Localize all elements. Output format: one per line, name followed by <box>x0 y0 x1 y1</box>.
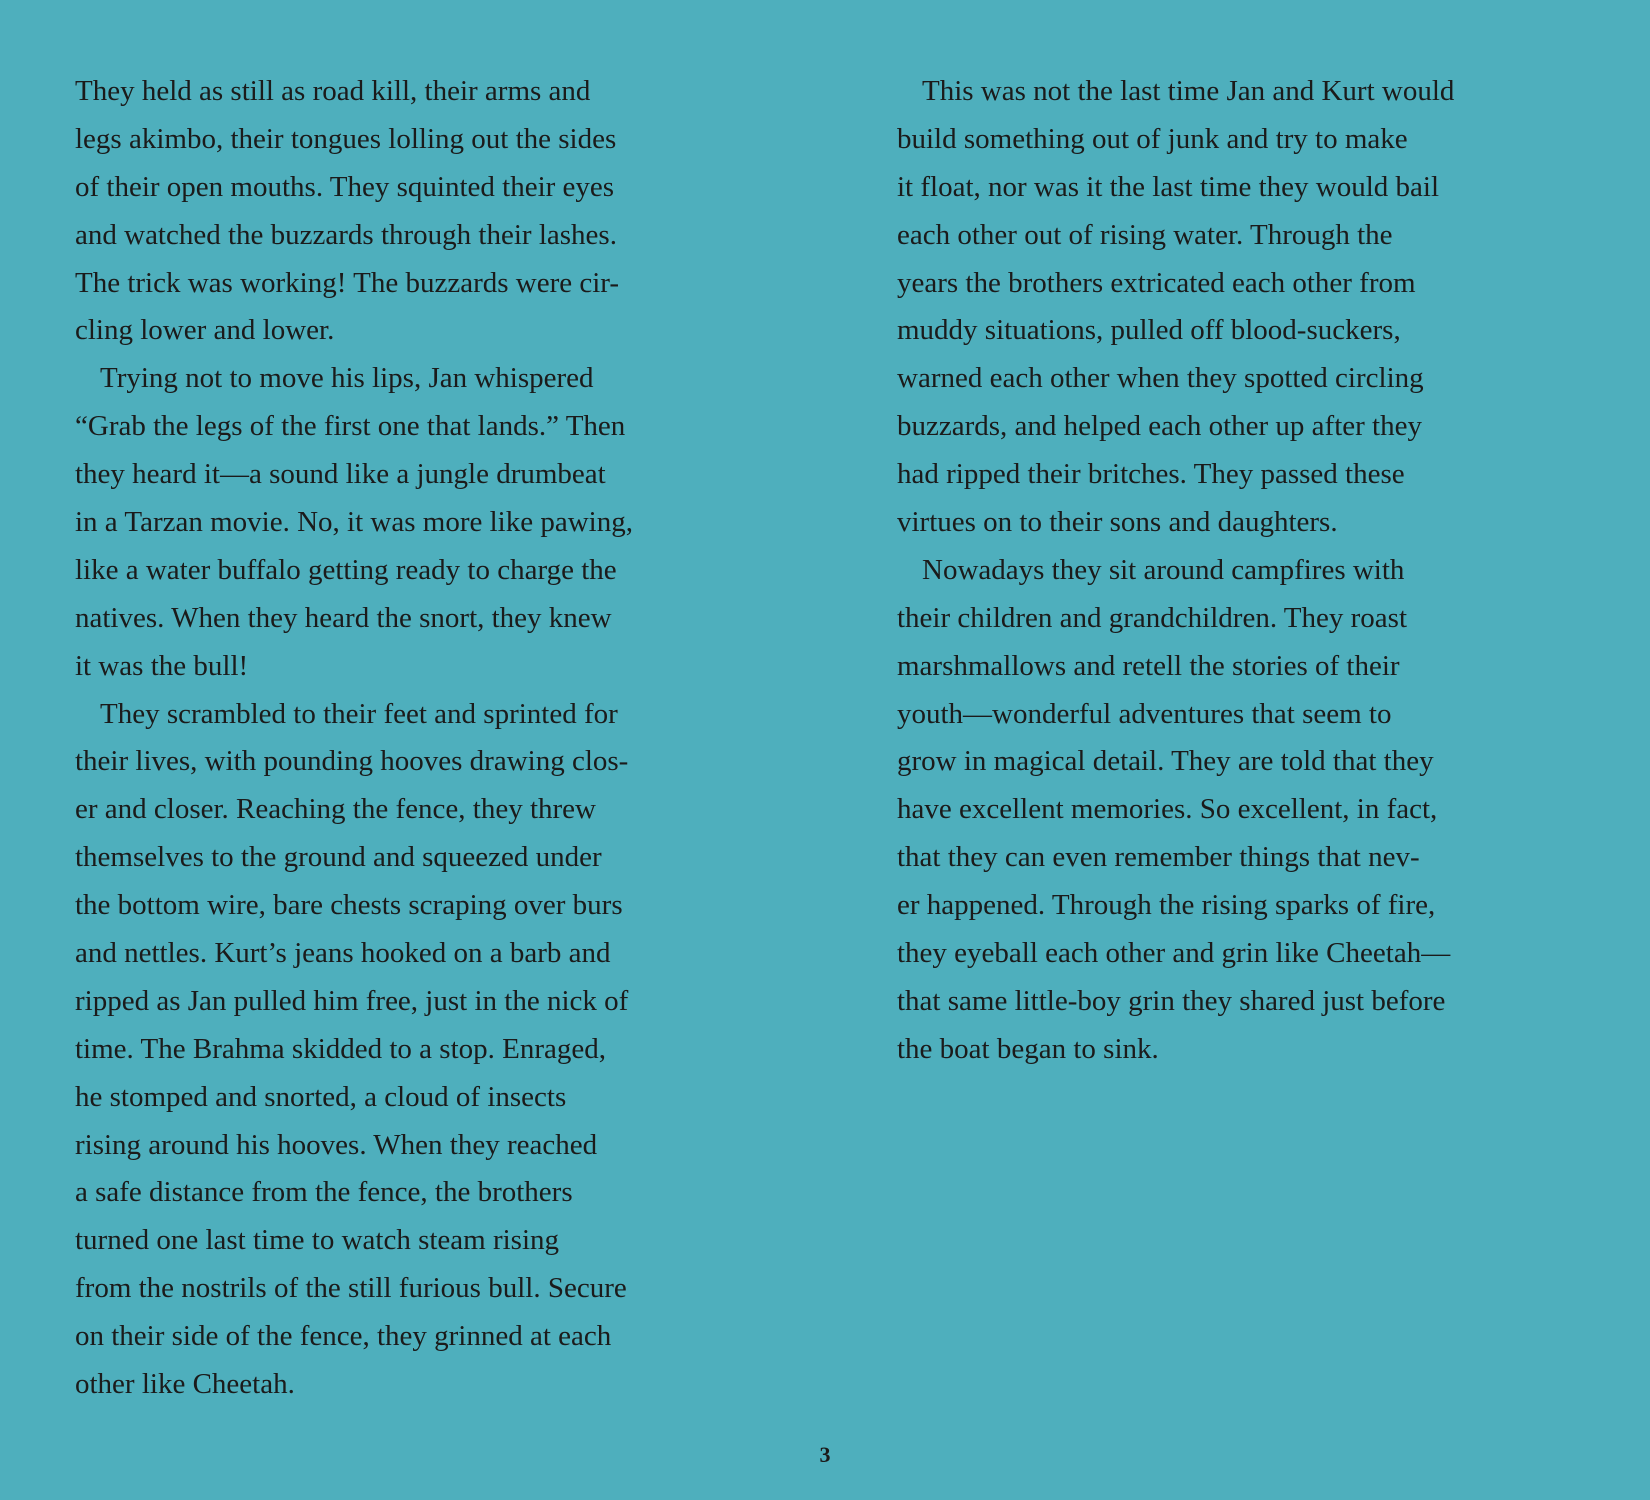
paragraph <box>75 355 755 690</box>
paragraph <box>897 68 1587 547</box>
text-line: legs akimbo, their tongues lolling out the sides <box>75 122 617 155</box>
text-line: grow in magical detail. They are told that they <box>897 745 1434 778</box>
text-line: he stomped and snorted, a cloud of insects <box>75 1080 567 1113</box>
text-line: rising around his hooves. When they reached <box>75 1128 598 1161</box>
text-line: they eyeball each other and grin like Cheetah— <box>897 937 1451 970</box>
text-line: their children and grandchildren. They roast <box>897 601 1408 634</box>
text-line: Nowadays they sit around campfires with <box>922 553 1405 586</box>
paragraph <box>75 68 755 355</box>
text-line: have excellent memories. So excellent, in fact, <box>897 793 1438 826</box>
text-line: virtues on to their sons and daughters. <box>897 506 1338 539</box>
text-line: that same little-boy grin they shared just before <box>897 984 1446 1017</box>
text-line: They held as still as road kill, their arms and <box>75 75 591 107</box>
text-line: muddy situations, pulled off blood-suckers, <box>897 314 1401 347</box>
text-line: turned one last time to watch steam rising <box>75 1224 560 1257</box>
text-line: They scrambled to their feet and sprinted for <box>100 697 618 730</box>
text-line: each other out of rising water. Through the <box>897 218 1393 251</box>
text-line: it was the bull! <box>75 649 249 682</box>
text-line: themselves to the ground and squeezed under <box>75 841 602 874</box>
paragraph <box>75 691 755 1409</box>
text-line: and nettles. Kurt’s jeans hooked on a barb and <box>75 937 611 970</box>
text-line: Trying not to move his lips, Jan whispered <box>100 362 594 395</box>
text-line: in a Tarzan movie. No, it was more like pawing, <box>75 506 633 539</box>
text-line: it float, nor was it the last time they would bail <box>897 170 1440 203</box>
text-line: that they can even remember things that nev- <box>897 841 1420 874</box>
text-line: they heard it—a sound like a jungle drumbeat <box>75 458 606 491</box>
text-line: This was not the last time Jan and Kurt would <box>922 75 1455 107</box>
text-line: the bottom wire, bare chests scraping over burs <box>75 889 623 922</box>
text-line: of their open mouths. They squinted their eyes <box>75 170 615 203</box>
text-line: build something out of junk and try to make <box>897 122 1408 155</box>
text-line: cling lower and lower. <box>75 314 335 347</box>
paragraph <box>897 547 1587 1074</box>
text-line: the boat began to sink. <box>897 1032 1159 1065</box>
text-line: warned each other when they spotted circling <box>897 362 1424 395</box>
text-line: time. The Brahma skidded to a stop. Enraged, <box>75 1032 607 1065</box>
text-line: had ripped their britches. They passed these <box>897 458 1405 491</box>
text-line: natives. When they heard the snort, they knew <box>75 601 612 634</box>
text-line: on their side of the fence, they grinned at each <box>75 1320 612 1353</box>
right-text-column <box>897 68 1587 1074</box>
text-line: from the nostrils of the still furious bull. Secure <box>75 1272 627 1305</box>
text-line: their lives, with pounding hooves drawing clos- <box>75 745 629 778</box>
text-line: other like Cheetah. <box>75 1368 295 1401</box>
text-line: The trick was working! The buzzards were cir- <box>75 266 620 299</box>
text-line: er and closer. Reaching the fence, they threw <box>75 793 596 826</box>
text-line: “Grab the legs of the first one that lands.” Then <box>75 410 626 443</box>
text-line: buzzards, and helped each other up after they <box>897 410 1422 443</box>
text-line: years the brothers extricated each other from <box>897 266 1416 299</box>
text-line: ripped as Jan pulled him free, just in the nick of <box>75 984 629 1017</box>
left-text-column <box>75 68 755 1409</box>
text-line: like a water buffalo getting ready to charge the <box>75 553 617 586</box>
text-line: a safe distance from the fence, the brothers <box>75 1176 573 1209</box>
text-line: and watched the buzzards through their lashes. <box>75 218 617 251</box>
text-line: er happened. Through the rising sparks of fire, <box>897 889 1436 922</box>
text-line: marshmallows and retell the stories of their <box>897 649 1400 682</box>
text-line: youth—wonderful adventures that seem to <box>897 697 1392 730</box>
page-number: 3 <box>819 1442 831 1467</box>
